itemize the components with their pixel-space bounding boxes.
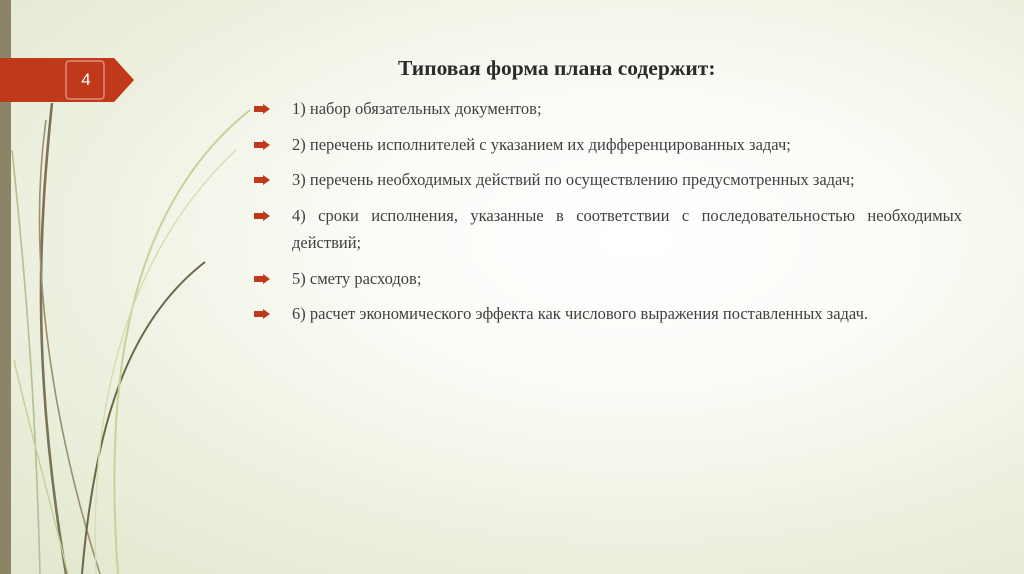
list-item-text: 6) расчет экономического эффекта как числового выражения поставленных задач. xyxy=(292,304,868,324)
list-item xyxy=(254,167,962,194)
list-item xyxy=(254,96,962,123)
arrow-bullet-icon xyxy=(254,211,270,221)
list-item xyxy=(254,132,962,159)
list-item xyxy=(254,301,962,328)
slide-number-tab xyxy=(0,58,134,102)
bullet-list xyxy=(254,96,962,337)
arrow-bullet-icon xyxy=(254,175,270,185)
list-item xyxy=(254,203,962,256)
list-item-text: 2) перечень исполнителей с указанием их дифференцированных задач; xyxy=(292,134,791,154)
list-item-text: 4) сроки исполнения, указанные в соответствии с последовательностью необходимых действий; xyxy=(292,206,962,252)
arrow-bullet-icon xyxy=(254,274,270,284)
list-item xyxy=(254,266,962,293)
list-item-text: 1) набор обязательных документов; xyxy=(292,99,542,118)
arrow-bullet-icon xyxy=(254,309,270,319)
arrow-bullet-icon xyxy=(254,104,270,114)
list-item-text: 3) перечень необходимых действий по осуществлению предусмотренных задач; xyxy=(292,170,855,190)
slide-title: Типовая форма плана содержит: xyxy=(398,56,716,80)
arrow-bullet-icon xyxy=(254,140,270,150)
slide-number: 4 xyxy=(81,70,91,89)
list-item-text: 5) смету расходов; xyxy=(292,268,422,288)
